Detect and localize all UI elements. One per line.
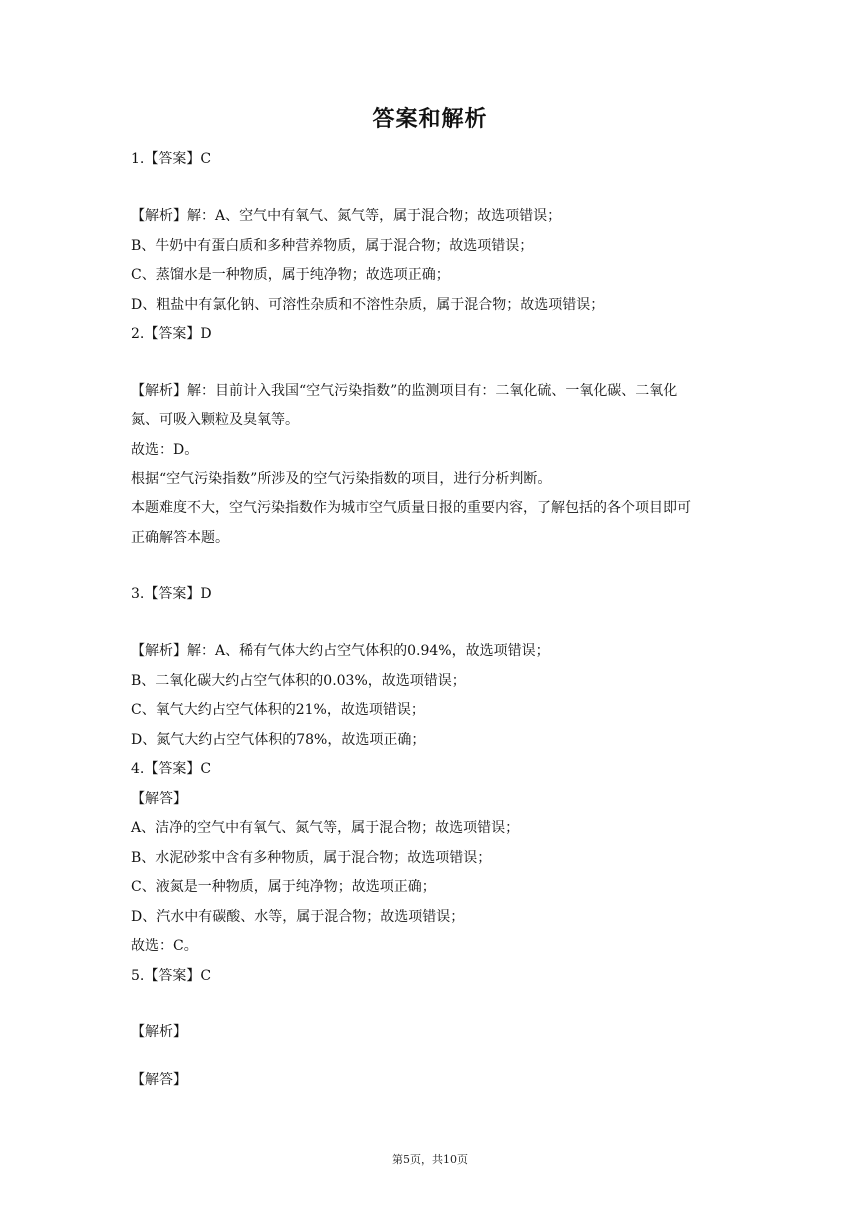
answer-line: D、氮气大约占空气体积的78%，故选项正确； <box>131 732 426 748</box>
answer-line: 【解答】 <box>131 1072 187 1088</box>
page-title: 答案和解析 <box>372 107 488 132</box>
answer-line: 【解析】解：A、稀有气体大约占空气体积的0.94%，故选项错误； <box>131 643 550 659</box>
answer-line: 1.【答案】C <box>131 151 212 167</box>
answer-line: C、蒸馏水是一种物质，属于纯净物；故选项正确； <box>131 267 450 283</box>
answer-line: C、氧气大约占空气体积的21%，故选项错误； <box>131 702 425 718</box>
answer-line: 4.【答案】C <box>131 761 212 777</box>
answer-line: 氮、可吸入颗粒及臭氧等。 <box>131 412 299 428</box>
answer-line: B、牛奶中有蛋白质和多种营养物质，属于混合物；故选项错误； <box>131 238 534 254</box>
answer-line: C、液氮是一种物质，属于纯净物；故选项正确； <box>131 879 436 895</box>
answer-line: 3.【答案】D <box>131 586 212 602</box>
answer-line: 故选：D。 <box>131 442 199 458</box>
answer-line: 【解析】解：目前计入我国“空气污染指数”的监测项目有：二氧化硫、一氧化碳、二氧化 <box>131 383 678 399</box>
answer-line: D、粗盐中有氯化钠、可溶性杂质和不溶性杂质，属于混合物；故选项错误； <box>131 297 605 313</box>
answer-line: 故选：C。 <box>131 938 198 954</box>
answer-line: 2.【答案】D <box>131 326 212 342</box>
answer-line: 正确解答本题。 <box>131 530 229 546</box>
answer-line: 5.【答案】C <box>131 968 212 984</box>
answer-line: 本题难度不大，空气污染指数作为城市空气质量日报的重要内容，了解包括的各个项目即可 <box>131 500 691 516</box>
answer-line: B、二氧化碳大约占空气体积的0.03%，故选项错误； <box>131 673 466 689</box>
answer-line: 【解答】 <box>131 791 187 807</box>
page-footer: 第5页，共10页 <box>392 1153 468 1166</box>
answer-line: 根据“空气污染指数”所涉及的空气污染指数的项目，进行分析判断。 <box>131 471 552 487</box>
answer-line: 【解析】解：A、空气中有氧气、氮气等，属于混合物；故选项错误； <box>131 208 562 224</box>
answer-line: A、洁净的空气中有氧气、氮气等，属于混合物；故选项错误； <box>131 820 520 836</box>
answer-line: 【解析】 <box>131 1024 187 1040</box>
answer-line: B、水泥砂浆中含有多种物质，属于混合物；故选项错误； <box>131 850 492 866</box>
answer-line: D、汽水中有碳酸、水等，属于混合物；故选项错误； <box>131 909 465 925</box>
